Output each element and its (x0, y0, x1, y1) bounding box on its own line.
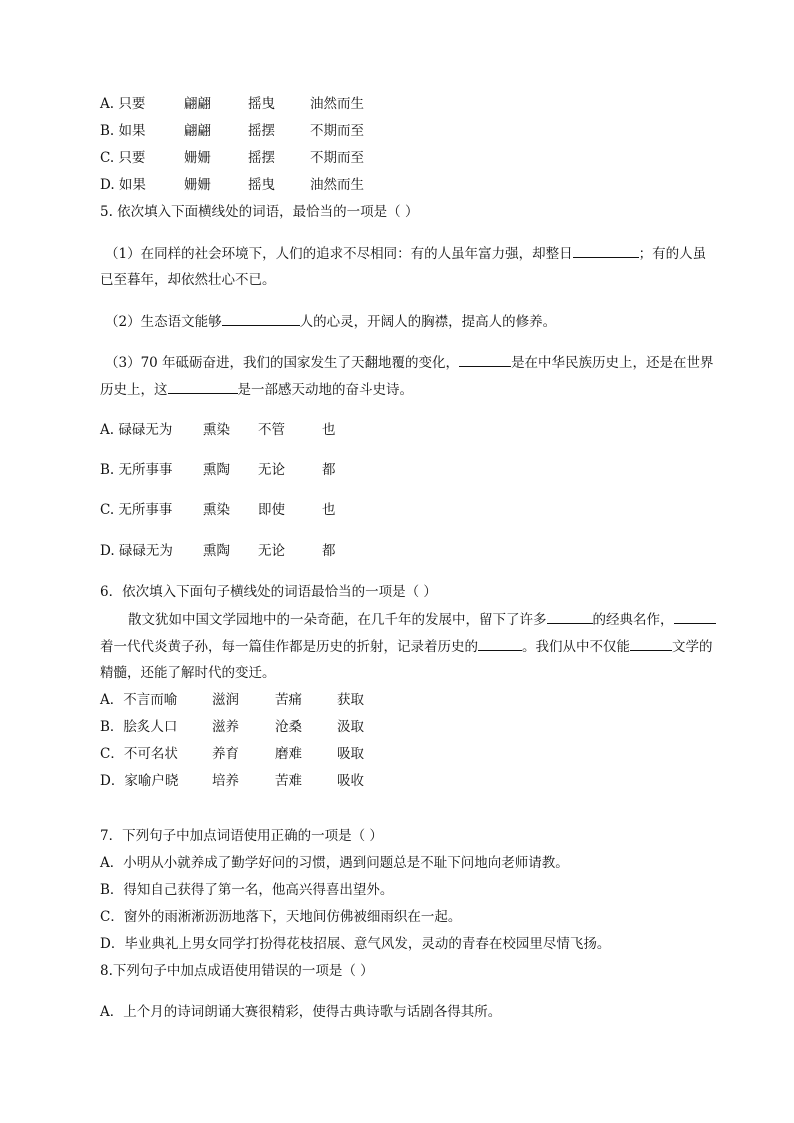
q6-blank-1 (547, 609, 593, 624)
q5-blank-1 (573, 243, 639, 258)
q5-s3-text-d: 是一部感天动地的奋斗史诗。 (237, 382, 413, 398)
q6-option-b-word3: 汲取 (337, 719, 364, 735)
q5-sentence-2 (105, 311, 556, 332)
q5-option-c-label: C. 无所事事 (100, 502, 173, 518)
q6-blank-4 (630, 636, 672, 651)
q5-option-a-word2: 不管 (258, 422, 285, 438)
q5-option-c-word1: 熏染 (203, 502, 230, 518)
q6-option-d-word1: 培养 (212, 773, 239, 789)
q5-sentence-1-line-1 (105, 243, 706, 264)
q7-option-b: B．得知自己获得了第一名，他高兴得喜出望外。 (100, 882, 394, 898)
q4-option-a-word2: 摇曳 (248, 96, 275, 112)
q5-blank-4 (168, 379, 238, 394)
q5-s1-text-a: （1）在同样的社会环境下，人们的追求不尽相同：有的人虽年富力强，却整日 (105, 246, 573, 262)
q6-option-b-word2: 沧桑 (275, 719, 302, 735)
q5-stem: 5. 依次填入下面横线处的词语，最恰当的一项是（ ） (100, 204, 419, 220)
q5-s1-text-b: ；有的人虽 (638, 246, 707, 262)
q7-option-a: A．小明从小就养成了勤学好问的习惯，遇到问题总是不耻下问地向老师请教。 (100, 855, 569, 871)
q4-option-a-label: A. 只要 (100, 96, 146, 112)
q4-option-d-word1: 姗姗 (184, 177, 211, 193)
q6-option-a-word3: 获取 (337, 692, 364, 708)
q6-option-b-word1: 滋养 (212, 719, 239, 735)
q6-stem: 6．依次填入下面句子横线处的词语最恰当的一项是（ ） (100, 584, 437, 600)
q6-passage-line-2 (100, 636, 713, 657)
q6-option-c-word1: 养育 (212, 746, 239, 762)
q7-option-c: C．窗外的雨淅淅沥沥地落下，天地间仿佛被细雨织在一起。 (100, 909, 462, 925)
q6-option-c-word2: 磨难 (275, 746, 302, 762)
q5-option-a-word1: 熏染 (203, 422, 230, 438)
q7-stem: 7．下列句子中加点词语使用正确的一项是（ ） (100, 828, 383, 844)
q5-option-d-word1: 熏陶 (203, 543, 230, 559)
q4-option-b-word3: 不期而至 (310, 123, 364, 139)
q6-option-c-label: C．不可名状 (100, 746, 178, 762)
q5-blank-2 (222, 311, 300, 326)
q8-stem: 8.下列句子中加点成语使用错误的一项是（ ） (100, 963, 374, 979)
q4-option-c-word1: 姗姗 (184, 150, 211, 166)
q5-option-d-label: D. 碌碌无为 (100, 543, 173, 559)
q5-s2-text-b: 人的心灵，开阔人的胸襟，提高人的修养。 (299, 314, 557, 330)
q5-option-c-word2: 即使 (258, 502, 285, 518)
q7-option-d: D．毕业典礼上男女同学打扮得花枝招展、意气风发，灵动的青春在校园里尽情飞扬。 (100, 936, 611, 952)
q4-option-d-word2: 摇曳 (248, 177, 275, 193)
q5-s2-text-a: （2）生态语文能够 (105, 314, 222, 330)
q6-p2-text-c: 文学的 (672, 639, 713, 655)
q6-blank-3 (478, 636, 522, 651)
q5-option-b-label: B. 无所事事 (100, 462, 173, 478)
q4-option-b-label: B. 如果 (100, 123, 146, 139)
q6-option-d-label: D．家喻户晓 (100, 773, 179, 789)
q5-option-c-word3: 也 (322, 502, 336, 518)
q5-option-d-word2: 无论 (258, 543, 285, 559)
q4-option-d-label: D. 如果 (100, 177, 146, 193)
q6-option-c-word3: 吸取 (337, 746, 364, 762)
q5-option-a-label: A. 碌碌无为 (100, 422, 173, 438)
q6-blank-2 (674, 609, 716, 624)
q6-option-a-label: A．不言而喻 (100, 692, 178, 708)
q5-s3-text-c: 历史上，这 (100, 382, 168, 398)
q5-s3-text-a: （3）70 年砥砺奋进，我们的国家发生了天翻地覆的变化， (105, 355, 460, 371)
q4-option-d-word3: 油然而生 (310, 177, 364, 193)
q5-option-b-word1: 熏陶 (203, 462, 230, 478)
q4-option-b-word1: 翩翩 (184, 123, 211, 139)
q6-option-d-word3: 吸收 (337, 773, 364, 789)
q5-s3-text-b: 是在中华民族历史上，还是在世界 (511, 355, 714, 371)
q4-option-a-word1: 翩翩 (184, 96, 211, 112)
q6-p3: 精髓，还能了解时代的变迁。 (100, 665, 276, 681)
q5-sentence-3-line-2 (100, 379, 413, 400)
q5-sentence-3-line-1 (105, 352, 714, 373)
q4-option-b-word2: 摇摆 (248, 123, 275, 139)
q5-blank-3 (459, 352, 511, 367)
q4-option-c-word2: 摇摆 (248, 150, 275, 166)
q8-option-a: A．上个月的诗词朗诵大赛很精彩，使得古典诗歌与话剧各得其所。 (100, 1004, 502, 1020)
q6-option-a-word2: 苦痛 (275, 692, 302, 708)
q6-option-b-label: B．脍炙人口 (100, 719, 178, 735)
q6-option-a-word1: 滋润 (212, 692, 239, 708)
q6-p1-text-b: 的经典名作， (592, 612, 674, 628)
q5-option-b-word2: 无论 (258, 462, 285, 478)
q4-option-c-label: C. 只要 (100, 150, 146, 166)
q6-option-d-word2: 苦难 (275, 773, 302, 789)
q5-option-a-word3: 也 (322, 422, 336, 438)
q6-passage-line-1 (128, 609, 716, 630)
q6-p2-text-a: 着一代代炎黄子孙，每一篇佳作都是历史的折射，记录着历史的 (100, 639, 478, 655)
q5-option-d-word3: 都 (322, 543, 336, 559)
q6-p1-text-a: 散文犹如中国文学园地中的一朵奇葩，在几千年的发展中，留下了许多 (128, 612, 547, 628)
q5-s1-text-c: 已至暮年，却依然壮心不已。 (100, 272, 276, 288)
q4-option-c-word3: 不期而至 (310, 150, 364, 166)
q6-p2-text-b: 。我们从中不仅能 (522, 639, 630, 655)
q5-option-b-word3: 都 (322, 462, 336, 478)
q4-option-a-word3: 油然而生 (310, 96, 364, 112)
